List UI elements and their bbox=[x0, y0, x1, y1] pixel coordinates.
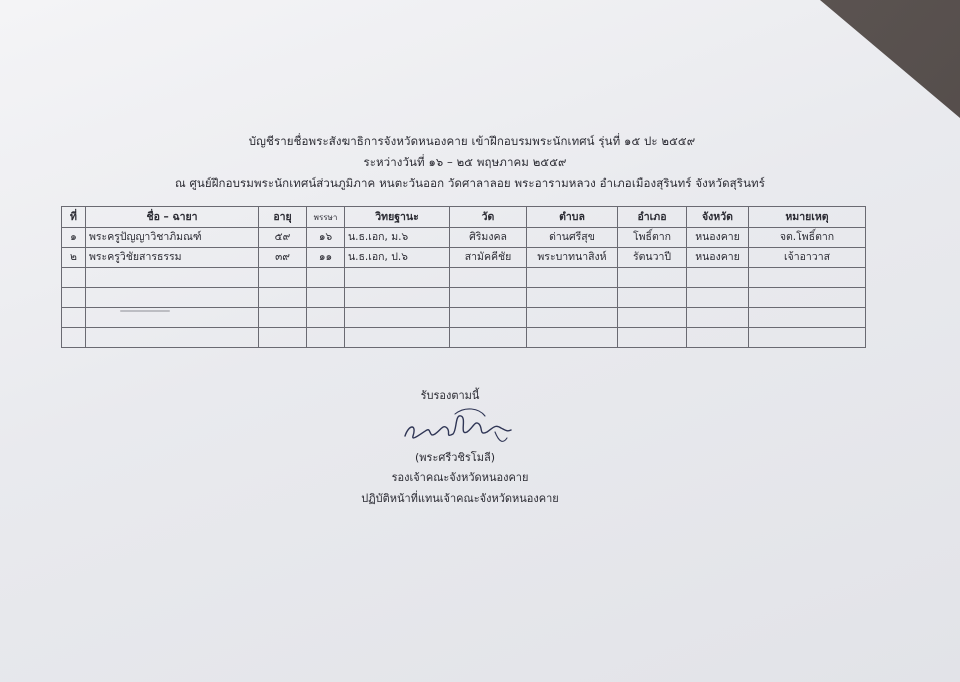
header-vassa: พรรษา bbox=[307, 207, 345, 228]
empty-cell bbox=[345, 288, 450, 308]
table-row bbox=[62, 308, 866, 328]
cell-no: ๑ bbox=[62, 228, 86, 248]
empty-cell bbox=[687, 268, 749, 288]
certify-text: รับรองตามนี้ bbox=[420, 389, 480, 402]
cell-temple: สามัคคีชัย bbox=[450, 248, 527, 268]
table-row bbox=[62, 268, 866, 288]
empty-cell bbox=[618, 328, 687, 348]
header-age: อายุ bbox=[259, 207, 307, 228]
empty-cell bbox=[62, 308, 86, 328]
empty-cell bbox=[749, 308, 866, 328]
document-title: บัญชีรายชื่อพระสังฆาธิการจังหวัดหนองคาย เข้าฝึกอบรมพระนักเทศน์ รุ่นที่ ๑๕ ปะ ๒๕๕๙ bbox=[248, 134, 696, 148]
cell-vassa: ๑๖ bbox=[307, 228, 345, 248]
empty-cell bbox=[307, 308, 345, 328]
empty-cell bbox=[687, 328, 749, 348]
cell-district: รัตนวาปี bbox=[618, 248, 687, 268]
cell-province: หนองคาย bbox=[687, 228, 749, 248]
empty-cell bbox=[307, 288, 345, 308]
header-qualification: วิทยฐานะ bbox=[345, 207, 450, 228]
empty-cell bbox=[618, 268, 687, 288]
empty-cell bbox=[527, 288, 618, 308]
header-no: ที่ bbox=[62, 207, 86, 228]
cell-remarks: จต.โพธิ์ตาก bbox=[749, 228, 866, 248]
table-row bbox=[62, 228, 866, 248]
roster-table bbox=[61, 206, 866, 348]
cell-name: พระครูวิชัยสารธรรม bbox=[86, 248, 259, 268]
document-date-range: ระหว่างวันที่ ๑๖ – ๒๕ พฤษภาคม ๒๕๕๙ bbox=[363, 155, 567, 169]
empty-cell bbox=[749, 328, 866, 348]
empty-cell bbox=[345, 268, 450, 288]
empty-cell bbox=[450, 308, 527, 328]
empty-cell bbox=[618, 308, 687, 328]
empty-cell bbox=[86, 288, 259, 308]
empty-cell bbox=[259, 308, 307, 328]
empty-cell bbox=[687, 288, 749, 308]
empty-cell bbox=[62, 328, 86, 348]
header-name: ชื่อ – ฉายา bbox=[86, 207, 259, 228]
table-row bbox=[62, 248, 866, 268]
empty-cell bbox=[86, 308, 259, 328]
empty-cell bbox=[307, 328, 345, 348]
empty-cell bbox=[527, 308, 618, 328]
cell-no: ๒ bbox=[62, 248, 86, 268]
header-temple: วัด bbox=[450, 207, 527, 228]
empty-cell bbox=[450, 288, 527, 308]
handwritten-signature bbox=[395, 402, 520, 450]
empty-cell bbox=[618, 288, 687, 308]
cell-remarks: เจ้าอาวาส bbox=[749, 248, 866, 268]
signer-role: ปฏิบัติหน้าที่แทนเจ้าคณะจังหวัดหนองคาย bbox=[361, 492, 559, 505]
empty-cell bbox=[62, 268, 86, 288]
table-row bbox=[62, 288, 866, 308]
cell-subdistrict: พระบาทนาสิงห์ bbox=[527, 248, 618, 268]
header-province: จังหวัด bbox=[687, 207, 749, 228]
cell-qualification: น.ธ.เอก, ม.๖ bbox=[345, 228, 450, 248]
header-remarks: หมายเหตุ bbox=[749, 207, 866, 228]
cell-name: พระครูปัญญาวิชาภิมณฑ์ bbox=[86, 228, 259, 248]
cell-vassa: ๑๑ bbox=[307, 248, 345, 268]
empty-cell bbox=[687, 308, 749, 328]
empty-cell bbox=[450, 328, 527, 348]
empty-cell bbox=[86, 268, 259, 288]
signer-position: รองเจ้าคณะจังหวัดหนองคาย bbox=[391, 471, 529, 484]
empty-cell bbox=[527, 328, 618, 348]
empty-cell bbox=[749, 288, 866, 308]
empty-cell bbox=[749, 268, 866, 288]
cell-district: โพธิ์ตาก bbox=[618, 228, 687, 248]
table-header-row bbox=[62, 207, 866, 228]
empty-cell bbox=[259, 268, 307, 288]
table-row bbox=[62, 328, 866, 348]
document-venue: ณ ศูนย์ฝึกอบรมพระนักเทศน์ส่วนภูมิภาค หนตะวันออก วัดศาลาลอย พระอารามหลวง อำเภอเมืองสุรินทร์ จังหวัดสุรินทร์ bbox=[174, 176, 765, 190]
empty-cell bbox=[307, 268, 345, 288]
empty-cell bbox=[86, 328, 259, 348]
empty-cell bbox=[527, 268, 618, 288]
empty-cell bbox=[259, 288, 307, 308]
empty-cell bbox=[345, 308, 450, 328]
cell-age: ๕๙ bbox=[259, 228, 307, 248]
cell-province: หนองคาย bbox=[687, 248, 749, 268]
empty-cell bbox=[450, 268, 527, 288]
cell-subdistrict: ด่านศรีสุข bbox=[527, 228, 618, 248]
cell-temple: ศิริมงคล bbox=[450, 228, 527, 248]
empty-cell bbox=[345, 328, 450, 348]
empty-cell bbox=[259, 328, 307, 348]
pen-smudge bbox=[120, 310, 170, 312]
cell-age: ๓๙ bbox=[259, 248, 307, 268]
empty-cell bbox=[62, 288, 86, 308]
cell-qualification: น.ธ.เอก, ป.๖ bbox=[345, 248, 450, 268]
signer-name: (พระศรีวชิรโมลี) bbox=[415, 451, 495, 464]
header-district: อำเภอ bbox=[618, 207, 687, 228]
header-subdistrict: ตำบล bbox=[527, 207, 618, 228]
